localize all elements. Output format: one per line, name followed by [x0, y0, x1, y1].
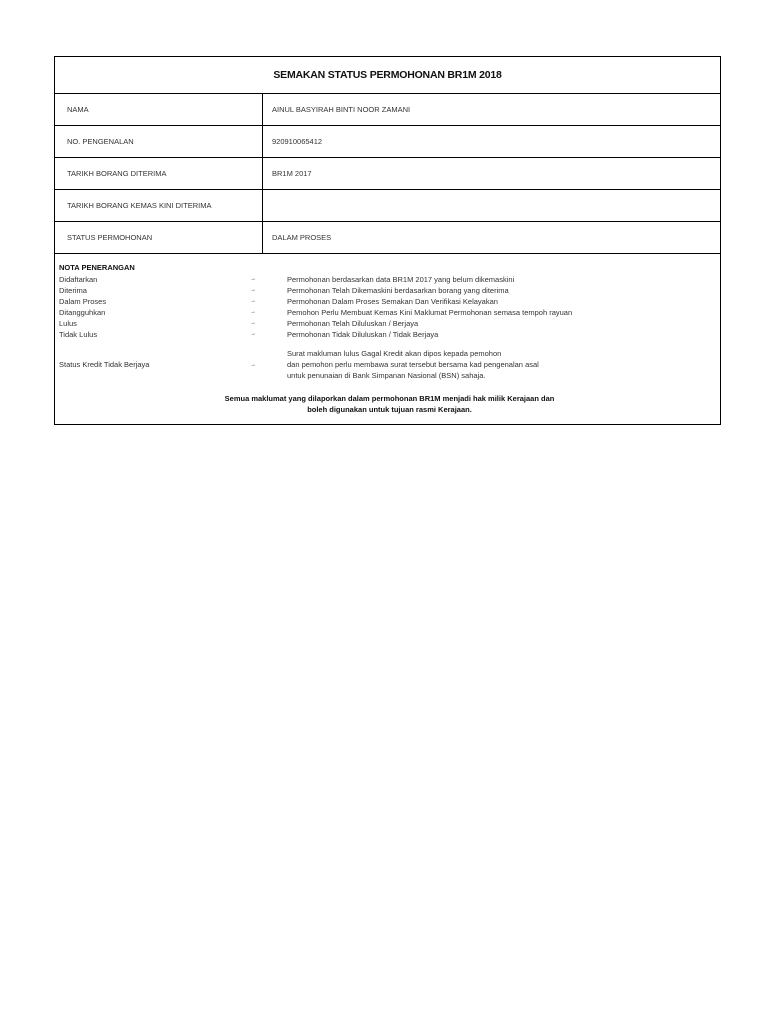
note-term: Status Kredit Tidak Berjaya	[59, 360, 150, 369]
note-item	[59, 285, 720, 296]
notes-title: NOTA PENERANGAN	[59, 263, 135, 272]
note-desc: Permohonan Telah Dikemaskini berdasarkan borang yang diterima	[287, 286, 509, 295]
status-form	[54, 56, 721, 425]
row-nama	[55, 94, 720, 126]
note-desc: Permohonan Dalam Proses Semakan Dan Verifikasi Kelayakan	[287, 297, 498, 306]
title-row	[55, 57, 720, 94]
arrow-icon: →	[250, 287, 256, 293]
disclaimer-line: Semua maklumat yang dilaporkan dalam permohonan BR1M menjadi hak milik Kerajaan dan	[224, 394, 555, 403]
arrow-icon: →	[250, 361, 256, 368]
note-item	[59, 307, 720, 318]
notes-section	[55, 254, 720, 415]
note-term: Dalam Proses	[59, 297, 107, 306]
value-tarikh-kemas-kini	[263, 190, 720, 221]
arrow-icon: →	[250, 298, 256, 304]
row-status	[55, 222, 720, 254]
value-tarikh-borang: BR1M 2017	[272, 169, 312, 178]
arrow-icon: →	[250, 309, 256, 315]
note-item	[59, 296, 720, 307]
label-no-pengenalan: NO. PENGENALAN	[55, 126, 263, 157]
value-no-pengenalan: 920910065412	[272, 137, 323, 146]
value-nama: AINUL BASYIRAH BINTI NOOR ZAMANI	[272, 105, 411, 114]
note-desc: Permohonan Tidak Diluluskan / Tidak Berjaya	[287, 330, 439, 339]
note-term: Tidak Lulus	[59, 330, 98, 339]
note-desc: Permohonan Telah Diluluskan / Berjaya	[287, 319, 419, 328]
label-tarikh-borang: TARIKH BORANG DITERIMA	[55, 158, 263, 189]
arrow-icon: →	[250, 320, 256, 326]
note-term: Lulus	[59, 319, 77, 328]
note-item	[59, 274, 720, 285]
note-item-kredit	[59, 348, 720, 381]
disclaimer	[59, 393, 720, 415]
note-desc-line: dan pemohon perlu membawa surat tersebut bersama kad pengenalan asal	[287, 360, 539, 369]
note-desc	[287, 348, 720, 381]
form-title: SEMAKAN STATUS PERMOHONAN BR1M 2018	[273, 69, 502, 81]
note-term: Ditangguhkan	[59, 308, 106, 317]
disclaimer-line: boleh digunakan untuk tujuan rasmi Kerajaan.	[307, 405, 472, 414]
row-tarikh-kemas-kini	[55, 190, 720, 222]
note-desc: Pemohon Perlu Membuat Kemas Kini Maklumat Permohonan semasa tempoh rayuan	[287, 308, 573, 317]
arrow-icon: →	[250, 276, 256, 282]
note-desc-line: untuk penunaian di Bank Simpanan Nasional (BSN) sahaja.	[287, 371, 486, 380]
note-term: Didaftarkan	[59, 275, 98, 284]
label-tarikh-kemas-kini: TARIKH BORANG KEMAS KINI DITERIMA	[55, 190, 263, 221]
value-status: DALAM PROSES	[272, 233, 332, 242]
row-tarikh-borang	[55, 158, 720, 190]
note-desc: Permohonan berdasarkan data BR1M 2017 yang belum dikemaskini	[287, 275, 515, 284]
note-item	[59, 318, 720, 329]
label-nama: NAMA	[55, 94, 263, 125]
label-status: STATUS PERMOHONAN	[55, 222, 263, 253]
row-no-pengenalan	[55, 126, 720, 158]
arrow-icon: →	[250, 331, 256, 337]
note-desc-line: Surat makluman lulus Gagal Kredit akan dipos kepada pemohon	[287, 349, 502, 358]
note-item	[59, 329, 720, 340]
note-term: Diterima	[59, 286, 87, 295]
